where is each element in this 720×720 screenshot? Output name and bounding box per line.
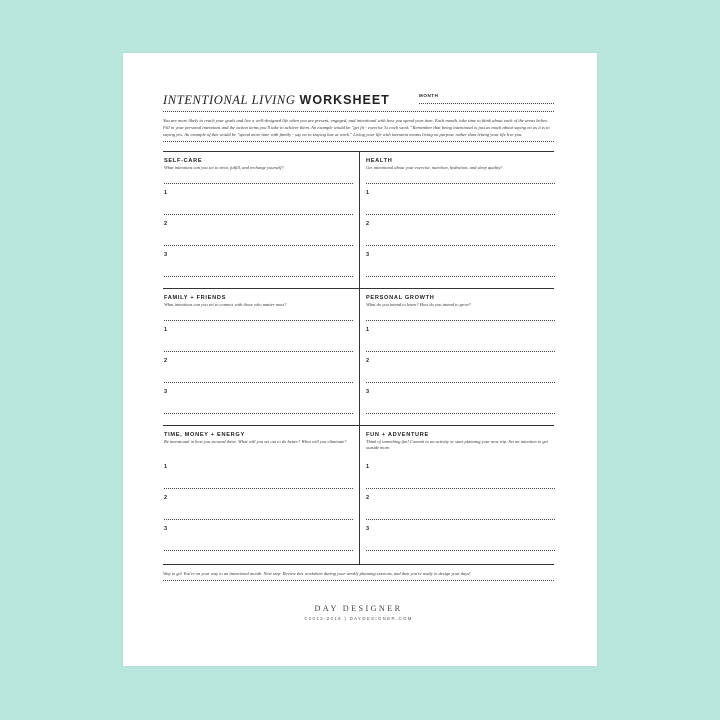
entry-rule — [164, 413, 353, 414]
entry-number: 1 — [164, 189, 168, 196]
section-family-friends — [164, 295, 353, 432]
section-prompt: What intentions can you set to connect with those who matter most? — [164, 301, 287, 307]
entry-number: 3 — [164, 251, 168, 258]
closing-divider — [163, 580, 554, 581]
entry-number: 1 — [366, 463, 370, 470]
entry-number: 1 — [164, 463, 168, 470]
entry-line[interactable] — [366, 184, 555, 215]
entry-line[interactable] — [164, 520, 353, 551]
header — [163, 91, 554, 111]
entry-line[interactable] — [366, 321, 555, 352]
section-prompt: Be intentional in how you steward these. What will you set out to do better? What will you eliminate? — [164, 438, 347, 444]
entry-line[interactable] — [164, 489, 353, 520]
title-divider — [163, 111, 554, 112]
section-prompt: Think of something fun! Commit to an activity or start planning your next trip. Set an intention to get outside more. — [366, 438, 548, 451]
entry-number: 1 — [366, 189, 370, 196]
section-prompt: What intentions can you set to treat, fulfill, and recharge yourself? — [164, 164, 284, 170]
entry-number: 3 — [366, 251, 370, 258]
entry-line[interactable] — [164, 352, 353, 383]
entry-rule — [164, 276, 353, 277]
section-title: TIME, MONEY + ENERGY — [164, 431, 245, 438]
entry-line[interactable] — [366, 215, 555, 246]
entry-line[interactable] — [164, 246, 353, 277]
worksheet-content — [163, 91, 554, 621]
grid-column-divider — [359, 152, 360, 564]
entry-number: 3 — [366, 525, 370, 532]
sections-grid — [163, 151, 554, 565]
entry-number: 1 — [366, 326, 370, 333]
entry-rule — [366, 276, 555, 277]
entry-number: 2 — [164, 357, 168, 364]
entry-rule — [164, 550, 353, 551]
section-title: HEALTH — [366, 157, 393, 164]
entry-number: 2 — [164, 220, 168, 227]
section-personal-growth — [366, 295, 555, 432]
brand-logo: DAY DESIGNER — [314, 603, 403, 613]
entry-line[interactable] — [366, 458, 555, 489]
closing-note: Way to go! You're on your way to an intentional month. Next step: Review this worksheet during your weekly planning sessions, and then you're ready to design your days! — [163, 570, 471, 576]
entry-line[interactable] — [164, 184, 353, 215]
intro-text: You are more likely to reach your goals and live a well-designed life when you are present, engaged, and intentional with how you spend your time. Each month, take time to think about each of the areas below. Fill in your personal intentions and the action items you'll take to achieve them. An example would be "get fit - exercise 3x each week." Remember that being intentional is just as much about saying no as it is to saying yes. An example of this would be "spend more time with family - say no to staying late at work." Living your life with intention means living on purpose rather than letting your life live you. — [163, 118, 550, 138]
entry-line[interactable] — [164, 321, 353, 352]
worksheet-page — [123, 53, 597, 666]
entry-line[interactable] — [366, 352, 555, 383]
entry-number: 3 — [164, 525, 168, 532]
entry-number: 2 — [164, 494, 168, 501]
section-title: SELF-CARE — [164, 157, 203, 164]
entry-rule — [366, 413, 555, 414]
section-title: FUN + ADVENTURE — [366, 431, 429, 438]
intro-divider — [163, 141, 554, 142]
entry-number: 3 — [366, 388, 370, 395]
section-self-care — [164, 158, 353, 295]
entry-number: 2 — [366, 220, 370, 227]
section-fun-adventure — [366, 432, 555, 569]
section-prompt: What do you intend to learn? How do you intend to grow? — [366, 301, 471, 307]
entry-number: 2 — [366, 357, 370, 364]
month-label: MONTH — [419, 93, 439, 98]
entry-line[interactable] — [164, 215, 353, 246]
page-title — [163, 93, 390, 108]
entry-line[interactable] — [164, 458, 353, 489]
title-bold: WORKSHEET — [299, 93, 390, 107]
title-italic: INTENTIONAL LIVING — [163, 93, 296, 107]
entry-line[interactable] — [366, 489, 555, 520]
section-title: FAMILY + FRIENDS — [164, 294, 227, 301]
entry-number: 3 — [164, 388, 168, 395]
entry-number: 1 — [164, 326, 168, 333]
entry-line[interactable] — [164, 383, 353, 414]
section-time-money-energy — [164, 432, 353, 569]
entry-line[interactable] — [366, 246, 555, 277]
section-prompt: Get intentional about your exercise, nutrition, hydration, and sleep quality! — [366, 164, 502, 170]
section-health — [366, 158, 555, 295]
entry-line[interactable] — [366, 383, 555, 414]
month-field[interactable] — [419, 103, 554, 104]
entry-rule — [366, 550, 555, 551]
footer-copyright: ©2012-2018 | DAYDESIGNER.COM — [304, 615, 413, 621]
entry-line[interactable] — [366, 520, 555, 551]
entry-number: 2 — [366, 494, 370, 501]
section-title: PERSONAL GROWTH — [366, 294, 435, 301]
